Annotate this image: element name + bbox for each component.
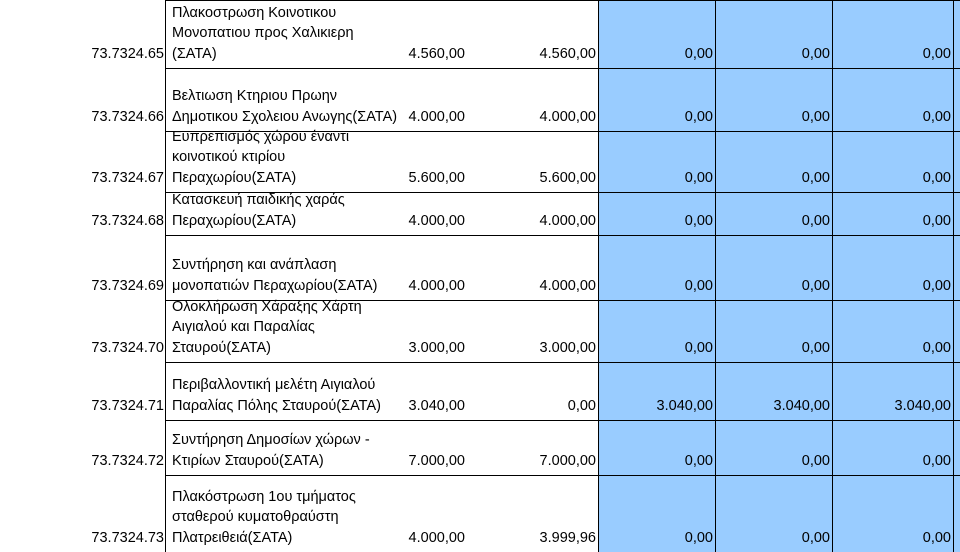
amount-cell[interactable]: 0,00 xyxy=(922,340,951,356)
table-row[interactable] xyxy=(0,420,960,475)
amount-cell[interactable]: 4.560,00 xyxy=(408,46,465,62)
amount-cell[interactable]: 0,00 xyxy=(684,340,713,356)
amount-cell[interactable]: 3.000,00 xyxy=(408,340,465,356)
account-code-cell[interactable]: 73.7324.69 xyxy=(91,278,164,294)
amount-cell[interactable]: 0,00 xyxy=(684,170,713,186)
amount-cell[interactable]: 0,00 xyxy=(684,109,713,125)
amount-cell[interactable]: 4.000,00 xyxy=(408,278,465,294)
amount-cell[interactable]: 4.000,00 xyxy=(408,530,465,546)
amount-cell[interactable]: 3.000,00 xyxy=(539,340,596,356)
amount-cell[interactable]: 4.000,00 xyxy=(408,109,465,125)
account-code-cell[interactable]: 73.7324.65 xyxy=(91,46,164,62)
amount-cell[interactable]: 0,00 xyxy=(922,213,951,229)
amount-cell[interactable]: 4.000,00 xyxy=(539,213,596,229)
table-row[interactable] xyxy=(0,192,960,235)
amount-cell[interactable]: 4.000,00 xyxy=(539,109,596,125)
amount-cell[interactable]: 3.999,96 xyxy=(539,530,596,546)
description-cell[interactable]: Πλακόστρωση 1ου τμήματος σταθερού κυματοθραύστη Πλατρειθειά(ΣΑΤΑ) xyxy=(172,488,356,546)
amount-cell[interactable]: 0,00 xyxy=(801,530,830,546)
description-cell[interactable]: Περιβαλλοντική μελέτη Αιγιαλού Παραλίας Πόλης Σταυρού(ΣΑΤΑ) xyxy=(172,377,381,414)
amount-cell[interactable]: 0,00 xyxy=(801,46,830,62)
account-code-cell[interactable]: 73.7324.72 xyxy=(91,453,164,469)
description-cell[interactable]: Βελτιωση Κτηριου Πρωην Δημοτικου Σχολειου Ανωγης(ΣΑΤΑ) xyxy=(172,88,398,125)
account-code-cell[interactable]: 73.7324.68 xyxy=(91,213,164,229)
amount-cell[interactable]: 5.600,00 xyxy=(539,170,596,186)
amount-cell[interactable]: 0,00 xyxy=(684,278,713,294)
amount-cell[interactable]: 0,00 xyxy=(922,46,951,62)
amount-cell[interactable]: 0,00 xyxy=(801,453,830,469)
description-cell[interactable]: Ευπρεπισμός χώρου έναντι κοινοτικού κτιρίου Περαχωρίου(ΣΑΤΑ) xyxy=(172,128,350,186)
description-cell[interactable]: Ολοκλήρωση Χάραξης Χάρτη Αιγιαλού και Παραλίας Σταυρού(ΣΑΤΑ) xyxy=(172,298,362,356)
account-code-cell[interactable]: 73.7324.67 xyxy=(91,170,164,186)
amount-cell[interactable]: 3.040,00 xyxy=(656,398,713,414)
account-code-cell[interactable]: 73.7324.73 xyxy=(91,530,164,546)
amount-cell[interactable]: 5.600,00 xyxy=(408,170,465,186)
amount-cell[interactable]: 0,00 xyxy=(684,46,713,62)
description-cell[interactable]: Συντήρηση Δημοσίων χώρων - Κτιρίων Σταυρού(ΣΑΤΑ) xyxy=(172,432,370,469)
description-cell[interactable]: Κατασκευή παιδικής χαράς Περαχωρίου(ΣΑΤΑ) xyxy=(172,192,345,229)
amount-cell[interactable]: 7.000,00 xyxy=(539,453,596,469)
account-code-cell[interactable]: 73.7324.71 xyxy=(91,398,164,414)
amount-cell[interactable]: 0,00 xyxy=(922,278,951,294)
amount-cell[interactable]: 4.000,00 xyxy=(539,278,596,294)
amount-cell[interactable]: 0,00 xyxy=(922,530,951,546)
amount-cell[interactable]: 7.000,00 xyxy=(408,453,465,469)
table-row[interactable] xyxy=(0,68,960,131)
table-row[interactable] xyxy=(0,0,960,68)
amount-cell[interactable]: 0,00 xyxy=(801,170,830,186)
amount-cell[interactable]: 0,00 xyxy=(801,109,830,125)
table-row[interactable] xyxy=(0,128,960,192)
amount-cell[interactable]: 3.040,00 xyxy=(408,398,465,414)
table-row[interactable] xyxy=(0,235,960,300)
table-row[interactable] xyxy=(0,475,960,552)
amount-cell[interactable]: 0,00 xyxy=(922,453,951,469)
amount-cell[interactable]: 0,00 xyxy=(801,213,830,229)
amount-cell[interactable]: 0,00 xyxy=(801,340,830,356)
amount-cell[interactable]: 0,00 xyxy=(801,278,830,294)
table-row[interactable] xyxy=(0,300,960,362)
account-code-cell[interactable]: 73.7324.70 xyxy=(91,340,164,356)
table-row[interactable] xyxy=(0,362,960,420)
amount-cell[interactable]: 4.000,00 xyxy=(408,213,465,229)
amount-cell[interactable]: 0,00 xyxy=(684,213,713,229)
amount-cell[interactable]: 3.040,00 xyxy=(773,398,830,414)
amount-cell[interactable]: 0,00 xyxy=(684,453,713,469)
amount-cell[interactable]: 0,00 xyxy=(922,109,951,125)
amount-cell[interactable]: 0,00 xyxy=(922,170,951,186)
amount-cell[interactable]: 0,00 xyxy=(567,398,596,414)
description-cell[interactable]: Συντήρηση και ανάπλαση μονοπατιών Περαχωρίου(ΣΑΤΑ) xyxy=(172,257,378,294)
amount-cell[interactable]: 3.040,00 xyxy=(894,398,951,414)
amount-cell[interactable]: 0,00 xyxy=(684,530,713,546)
account-code-cell[interactable]: 73.7324.66 xyxy=(91,109,164,125)
amount-cell[interactable]: 4.560,00 xyxy=(539,46,596,62)
description-cell[interactable]: Πλακοστρωση Κοινοτικου Μονοπατιου προς Χαλικιερη (ΣΑΤΑ) xyxy=(172,4,354,62)
